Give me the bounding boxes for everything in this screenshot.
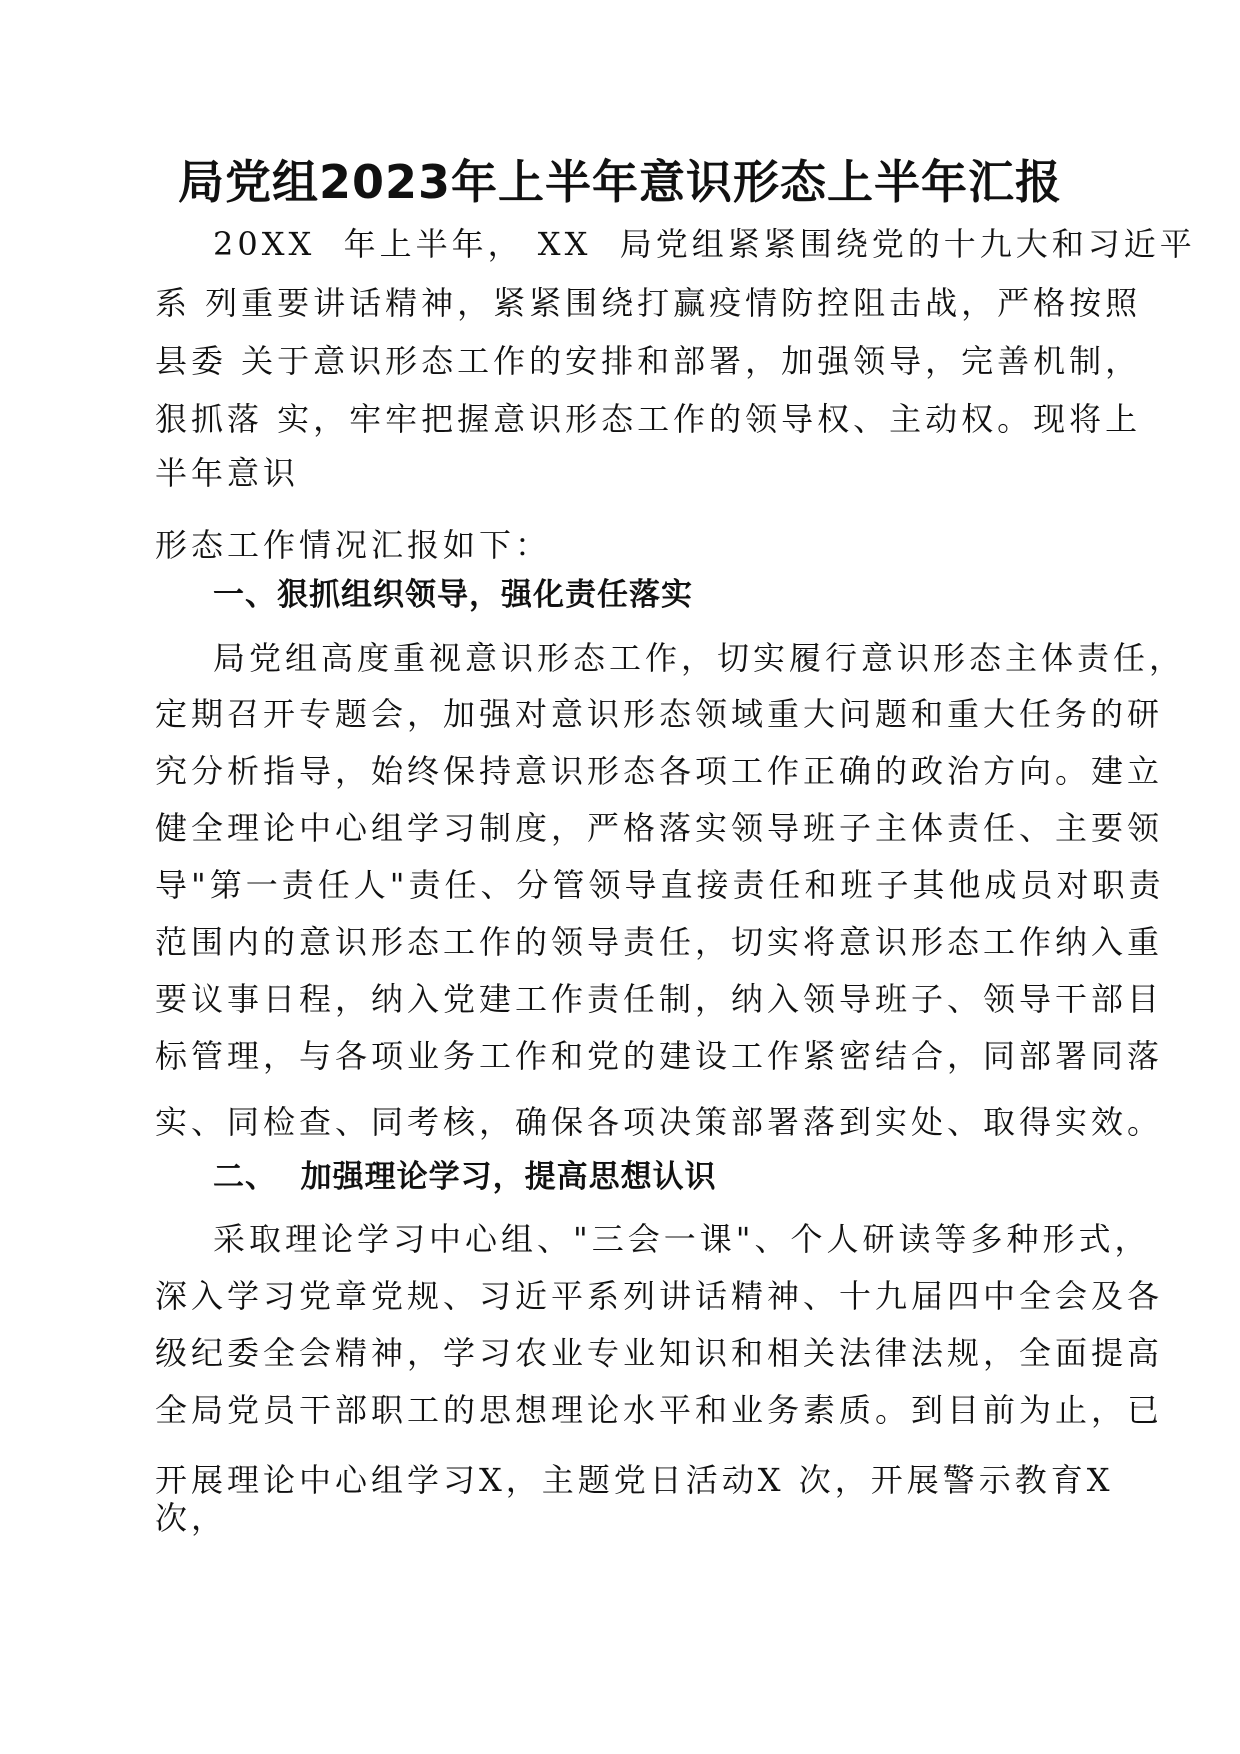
- body-line: 实、同检查、同考核，确保各项决策部署落到实处、取得实效。: [155, 1103, 1164, 1141]
- body-line: 健全理论中心组学习制度，严格落实领导班子主体责任、主要领: [155, 809, 1164, 847]
- intro-line: 形态工作情况汇报如下：: [155, 526, 552, 564]
- intro-line: 狠抓落 实，牢牢把握意识形态工作的领导权、主动权。现将上: [155, 400, 1142, 438]
- body-line: 导"第一责任人"责任、分管领导直接责任和班子其他成员对职责: [155, 866, 1165, 904]
- body-line: 次，: [155, 1499, 228, 1537]
- body-line: 标管理，与各项业务工作和党的建设工作紧密结合，同部署同落: [155, 1037, 1164, 1075]
- body-line: 究分析指导，始终保持意识形态各项工作正确的政治方向。建立: [155, 752, 1164, 790]
- intro-line: 20XX 年上半年， XX 局党组紧紧围绕党的十九大和习近平: [213, 225, 1196, 263]
- body-line: 全局党员干部职工的思想理论水平和业务素质。到目前为止，已: [155, 1391, 1164, 1429]
- intro-line: 县委 关于意识形态工作的安排和部署，加强领导，完善机制，: [155, 342, 1142, 380]
- body-line: 范围内的意识形态工作的领导责任，切实将意识形态工作纳入重: [155, 923, 1164, 961]
- section-heading: 一、狠抓组织领导，强化责任落实: [213, 577, 693, 613]
- body-line: 级纪委全会精神，学习农业专业知识和相关法律法规，全面提高: [155, 1334, 1164, 1372]
- body-line: 深入学习党章党规、习近平系列讲话精神、十九届四中全会及各: [155, 1277, 1164, 1315]
- body-line: 采取理论学习中心组、"三会一课"、个人研读等多种形式，: [213, 1220, 1151, 1258]
- section-heading: 二、 加强理论学习，提高思想认识: [213, 1159, 717, 1195]
- intro-line: 系 列重要讲话精神，紧紧围绕打赢疫情防控阻击战，严格按照: [155, 284, 1142, 322]
- body-line: 局党组高度重视意识形态工作，切实履行意识形态主体责任，: [213, 639, 1186, 677]
- body-line: 定期召开专题会，加强对意识形态领域重大问题和重大任务的研: [155, 695, 1164, 733]
- body-line: 要议事日程，纳入党建工作责任制，纳入领导班子、领导干部目: [155, 980, 1164, 1018]
- body-line: 开展理论中心组学习X，主题党日活动X 次，开展警示教育X: [155, 1461, 1114, 1499]
- intro-line: 半年意识: [155, 454, 300, 492]
- document-title: 局党组2023年上半年意识形态上半年汇报: [177, 155, 1063, 209]
